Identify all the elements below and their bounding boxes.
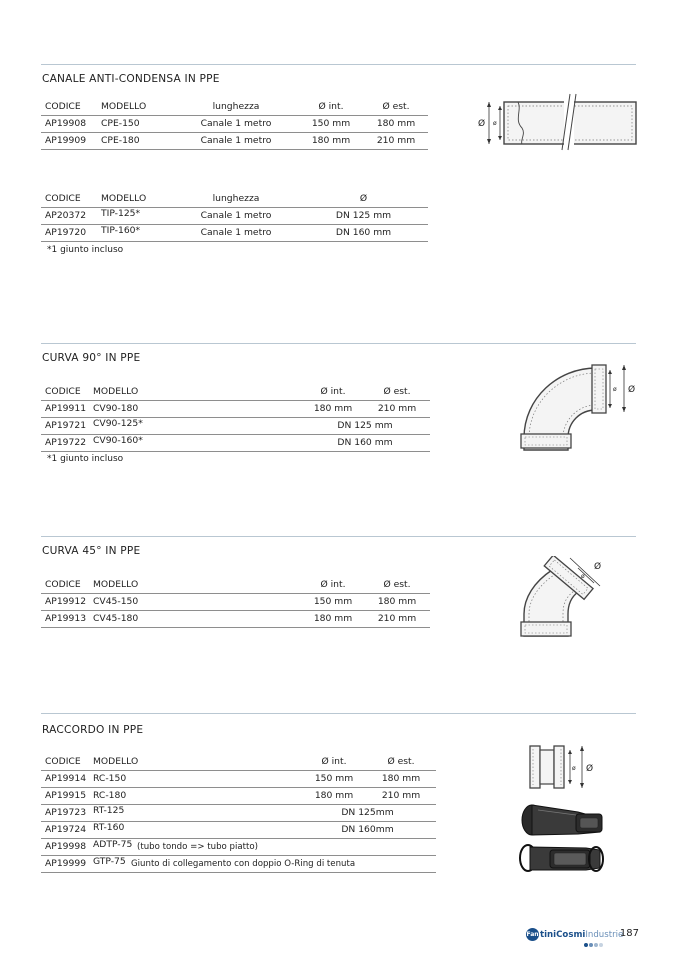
page-number: 187 bbox=[619, 928, 639, 939]
section-divider bbox=[41, 713, 636, 714]
col-est: Ø est. bbox=[382, 101, 410, 112]
table-header bbox=[41, 384, 430, 401]
cell-description: (tubo tondo => tubo piatto) bbox=[137, 842, 258, 852]
coupling-drawing bbox=[524, 740, 604, 792]
cell-modello: CV90-160* bbox=[93, 435, 143, 446]
cell-modello: RT-160 bbox=[93, 822, 125, 833]
cell-est: 210 mm bbox=[377, 613, 417, 624]
table-header bbox=[41, 577, 430, 594]
col-codice: CODICE bbox=[45, 756, 81, 767]
joint-photo bbox=[516, 840, 608, 878]
cell-codice: AP19721 bbox=[45, 420, 87, 431]
product-table bbox=[41, 384, 430, 452]
table-row bbox=[41, 208, 428, 225]
product-table bbox=[41, 99, 428, 150]
cell-lunghezza: Canale 1 metro bbox=[200, 210, 272, 221]
logo-dot-icon bbox=[599, 943, 603, 947]
col-lunghezza: lunghezza bbox=[212, 101, 260, 112]
diameter-inner-label: ø bbox=[572, 765, 576, 772]
cell-modello: CV45-150 bbox=[93, 596, 139, 607]
cell-modello: TIP-125* bbox=[101, 208, 141, 219]
cell-modello: CV90-125* bbox=[93, 418, 143, 429]
cell-lunghezza: Canale 1 metro bbox=[200, 135, 272, 146]
cell-modello: CV45-180 bbox=[93, 613, 139, 624]
table-row bbox=[41, 401, 430, 418]
col-est: Ø est. bbox=[383, 579, 411, 590]
table-row bbox=[41, 225, 428, 242]
col-est: Ø est. bbox=[387, 756, 415, 767]
table-row bbox=[41, 418, 430, 435]
section-title: RACCORDO IN PPE bbox=[42, 724, 144, 736]
cell-int: 150 mm bbox=[311, 118, 351, 129]
cell-int: 180 mm bbox=[314, 790, 354, 801]
col-codice: CODICE bbox=[45, 193, 81, 204]
cell-modello: CV90-180 bbox=[93, 403, 139, 414]
table-row bbox=[41, 856, 436, 873]
cell-codice: AP19912 bbox=[45, 596, 87, 607]
table-header bbox=[41, 754, 436, 771]
cell-codice: AP19911 bbox=[45, 403, 87, 414]
cell-modello: RC-180 bbox=[93, 790, 127, 801]
footnote: *1 giunto incluso bbox=[47, 245, 124, 255]
cell-est: 180 mm bbox=[377, 596, 417, 607]
product-table bbox=[41, 754, 436, 873]
section-divider bbox=[41, 343, 636, 344]
cell-est: 180 mm bbox=[376, 118, 416, 129]
cell-codice: AP19914 bbox=[45, 773, 87, 784]
table-row bbox=[41, 594, 430, 611]
col-diameter: Ø bbox=[359, 193, 368, 204]
cell-modello: CPE-180 bbox=[101, 135, 140, 146]
cell-int: 150 mm bbox=[314, 773, 354, 784]
cell-modello: RT-125 bbox=[93, 805, 125, 816]
col-codice: CODICE bbox=[45, 579, 81, 590]
table-row bbox=[41, 839, 436, 856]
cell-codice: AP20372 bbox=[45, 210, 87, 221]
cell-diameter: DN 160mm bbox=[341, 824, 394, 835]
table-row bbox=[41, 805, 436, 822]
logo-light-text: Industrie bbox=[585, 930, 624, 940]
cell-est: 210 mm bbox=[377, 403, 417, 414]
cell-codice: AP19908 bbox=[45, 118, 87, 129]
cell-description: Giunto di collegamento con doppio O-Ring di tenuta bbox=[131, 859, 356, 869]
cell-est: 210 mm bbox=[376, 135, 416, 146]
brand-logo bbox=[526, 926, 624, 946]
logo-wordmark bbox=[526, 928, 623, 941]
cell-int: 150 mm bbox=[313, 596, 353, 607]
section-title: CURVA 90° IN PPE bbox=[42, 352, 141, 364]
cell-modello: CPE-150 bbox=[101, 118, 140, 129]
cell-diameter: DN 125mm bbox=[341, 807, 394, 818]
cell-diameter: DN 160 mm bbox=[335, 227, 392, 238]
cell-codice: AP19999 bbox=[45, 858, 87, 869]
col-modello: MODELLO bbox=[101, 193, 147, 204]
diameter-inner-label: ø bbox=[493, 120, 497, 127]
adapter-photo bbox=[518, 800, 608, 842]
logo-mark: Fan bbox=[526, 928, 539, 941]
cell-codice: AP19998 bbox=[45, 841, 87, 852]
elbow-90-drawing bbox=[518, 360, 642, 456]
table-header bbox=[41, 99, 428, 116]
cell-int: 180 mm bbox=[313, 403, 353, 414]
table-header bbox=[41, 191, 428, 208]
cell-lunghezza: Canale 1 metro bbox=[200, 118, 272, 129]
section-divider bbox=[41, 64, 636, 65]
table-row bbox=[41, 788, 436, 805]
cell-codice: AP19723 bbox=[45, 807, 87, 818]
cell-codice: AP19720 bbox=[45, 227, 87, 238]
table-row bbox=[41, 133, 428, 150]
diameter-outer-label: Ø bbox=[586, 764, 594, 774]
diameter-outer-label: Ø bbox=[594, 562, 602, 572]
diameter-outer-label: Ø bbox=[628, 385, 636, 395]
cell-codice: AP19724 bbox=[45, 824, 87, 835]
section-title: CURVA 45° IN PPE bbox=[42, 545, 141, 557]
diameter-inner-label: ø bbox=[581, 573, 585, 580]
cell-modello: GTP-75 bbox=[93, 856, 126, 867]
cell-modello: RC-150 bbox=[93, 773, 127, 784]
cell-est: 180 mm bbox=[381, 773, 421, 784]
table-row bbox=[41, 116, 428, 133]
cell-codice: AP19913 bbox=[45, 613, 87, 624]
cell-diameter: DN 125 mm bbox=[335, 210, 392, 221]
col-codice: CODICE bbox=[45, 386, 81, 397]
cell-diameter: DN 160 mm bbox=[337, 437, 393, 448]
elbow-45-drawing bbox=[518, 556, 642, 642]
section-divider bbox=[41, 536, 636, 537]
cell-modello: TIP-160* bbox=[101, 225, 141, 236]
table-row bbox=[41, 435, 430, 452]
col-codice: CODICE bbox=[45, 101, 81, 112]
diameter-inner-label: ø bbox=[613, 386, 617, 393]
col-est: Ø est. bbox=[383, 386, 411, 397]
cell-modello: ADTP-75 bbox=[93, 839, 133, 850]
col-int: Ø int. bbox=[320, 579, 346, 590]
table-row bbox=[41, 611, 430, 628]
product-table bbox=[41, 191, 428, 242]
cell-est: 210 mm bbox=[381, 790, 421, 801]
footnote: *1 giunto incluso bbox=[47, 454, 124, 464]
table-row bbox=[41, 822, 436, 839]
col-modello: MODELLO bbox=[93, 756, 139, 767]
table-row bbox=[41, 771, 436, 788]
straight-duct-drawing bbox=[470, 92, 640, 152]
logo-dot-icon bbox=[584, 943, 588, 947]
cell-diameter: DN 125 mm bbox=[337, 420, 393, 431]
col-int: Ø int. bbox=[320, 386, 346, 397]
diameter-outer-label: Ø bbox=[478, 119, 486, 129]
col-modello: MODELLO bbox=[93, 386, 139, 397]
section-title: CANALE ANTI-CONDENSA IN PPE bbox=[42, 73, 220, 85]
col-modello: MODELLO bbox=[93, 579, 139, 590]
logo-dot-icon bbox=[594, 943, 598, 947]
cell-int: 180 mm bbox=[313, 613, 353, 624]
logo-dot-icon bbox=[589, 943, 593, 947]
cell-codice: AP19909 bbox=[45, 135, 87, 146]
logo-dots bbox=[584, 939, 604, 950]
col-modello: MODELLO bbox=[101, 101, 147, 112]
col-lunghezza: lunghezza bbox=[212, 193, 260, 204]
cell-int: 180 mm bbox=[311, 135, 351, 146]
product-table bbox=[41, 577, 430, 628]
cell-codice: AP19915 bbox=[45, 790, 87, 801]
col-int: Ø int. bbox=[321, 756, 347, 767]
col-int: Ø int. bbox=[318, 101, 344, 112]
cell-lunghezza: Canale 1 metro bbox=[200, 227, 272, 238]
logo-bold-text: tiniCosmi bbox=[540, 930, 586, 940]
cell-codice: AP19722 bbox=[45, 437, 87, 448]
